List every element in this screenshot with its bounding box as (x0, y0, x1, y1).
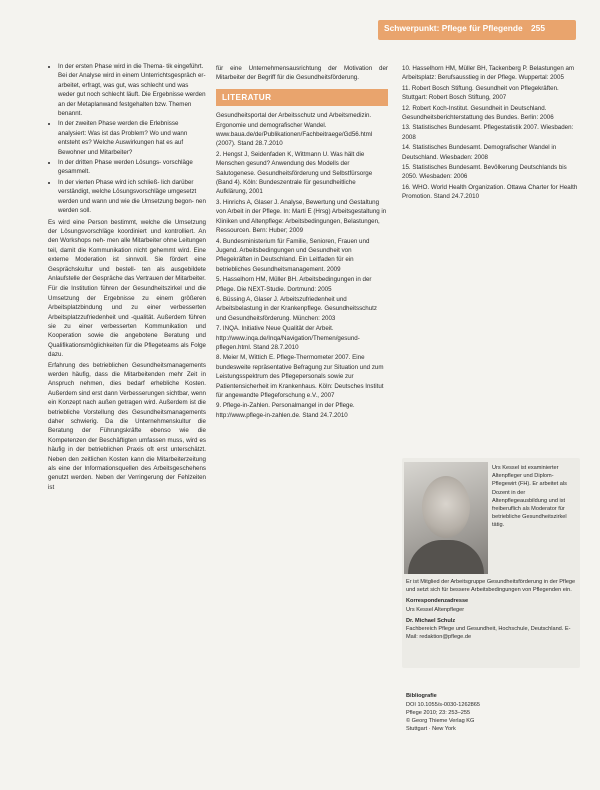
contact-name: Dr. Michael Schulz (406, 617, 456, 624)
reference-item: 12. Robert Koch-Institut. Gesundheit in Deutschland. Gesundheitsberichterstattung des Bundes. Berlin: 2006 (402, 104, 554, 122)
reference-item: 10. Hasselhorn HM, Müller BH, Tackenberg P. Belastungen am Arbeitsplatz: Berufsausstieg in der Pflege. Wuppertal: 2005 (402, 65, 575, 82)
column-1 (48, 62, 206, 493)
bibliography-line: DOI 10.1055/s-0030-1262865 (406, 702, 481, 708)
reference-item: 4. Bundesministerium für Familie, Senioren, Frauen und Jugend. Arbeitsbedingungen und Gesundheit von Pflegekräften in Deutschland. Ein Leitfaden für ein betriebliches Gesundheitsmanagement. 2009 (216, 237, 370, 273)
body-paragraph: Erfahrung des betrieblichen Gesundheitsmanagements werden häufig, dass die Mitarbeitenden mehr Zeit in Anspruch nehmen, dies bedarf erhebliche Kosten. Außerdem sind erst dann Verbesserungen sichtbar, wenn ein Konzept nach außen getragen wird. Außerdem ist die betriebliche Vorstellung des Gesundheitsmanagements daher schwierig. Da die Unternehmenskultur die Beratung der Führungskräfte ebenso wie die Kompetenzen der Beschäftigten umfassen muss, wird es häufig in der betrieblichen Praxis oft erst unterschätzt. Neben den zeitlichen Kosten kann die Mitarbeiterzeitung als eine der Informationsquellen des Arbeitsgeschehens genutzt werden. Neben der Verringerung der Fehlzeiten ist (48, 361, 206, 491)
portrait-head (422, 476, 470, 538)
reference-item: 14. Statistisches Bundesamt. Demografischer Wandel in Deutschland. Wiesbaden: 2008 (402, 144, 557, 161)
column-2 (216, 64, 388, 421)
author-photo (404, 462, 488, 574)
reference-item: 2. Hengst J, Seidenfaden K, Wittmann U. Was hält die Menschen gesund? Anwendung des Modells der Salutogenese. Gesundheitsförderung und Selbstfürsorge (Band 4). Köln: Bundeszentrale für gesundheitliche Aufklärung, 2001 (216, 150, 373, 196)
bibliography-line: Pflege 2010; 23: 253–255 (406, 710, 471, 716)
body-paragraph: Für die Institution führen der Gesundheitszirkel und die Umsetzung der Ergebnisse zu einem größeren Arbeitsplatzbindung und zu einer verbesserten Arbeitsplatzzufriedenheit und -qualität. Außerdem führen sie zu einer verbesserten Kommunikation und Kooperation sowie die angebotene Beratung und Qualifikationsmöglichkeiten für die Pflegeteams als Folge dazu. (48, 285, 206, 359)
reference-item: 11. Robert Bosch Stiftung. Gesundheit von Pflegekräften. Stuttgart: Robert Bosch Stiftung, 2007 (402, 84, 559, 102)
list-item: • In der zweiten Phase werden die Erlebnisse analysiert: Was ist das Problem? Wo und wann entsteht es? Welche Auswirkungen hat es auf Bewohner und Mitarbeiter? (58, 119, 206, 157)
column-3 (402, 64, 580, 203)
header-title: Schwerpunkt: Pflege für Pflegende (384, 23, 523, 33)
reference-item: 5. Hasselhorn HM, Müller BH. Arbeitsbedingungen in der Pflege. Die NEXT-Studie. Dortmund: 2005 (216, 276, 372, 293)
reference-item: 9. Pflege-in-Zahlen. Personalmangel in der Pflege. http://www.pflege-in-zahlen.de. Stand 24.7.2010 (216, 402, 355, 419)
reference-item: 8. Meier M, Wittich E. Pflege-Thermometer 2007. Eine bundesweite repräsentative Befragung zur Situation und zum Leistungsspektrum des Pflegepersonals sowie zur Patientensicherheit im Krankenhaus. Köln: Deutsches Institut für angewandte Pflegeforschung e.V., 2007 (216, 354, 384, 399)
list-item: • In der dritten Phase werden Lösungs- vorschläge gesammelt. (58, 158, 206, 177)
reference-item: 16. WHO. World Health Organization. Ottawa Charter for Health Promotion. Stand 24.7.2010 (402, 183, 578, 201)
contact-details: Fachbereich Pflege und Gesundheit, Hochschule, Deutschland. E-Mail: redaktion@pflege.de (406, 626, 571, 641)
bibliography-title: Bibliografie (406, 693, 437, 699)
author-details (406, 578, 578, 641)
bibliography-line: © Georg Thieme Verlag KG (406, 718, 475, 724)
contact-label: Korrespondenzadresse (406, 598, 469, 605)
reference-item: Gesundheitsportal der Arbeitsschutz und Arbeitsmedizin. Ergonomie und demografischer Wandel. www.baua.de/de/Publikationen/Fachbeitraege/Gd56.html (2007). Stand 28.7.2010 (216, 112, 373, 148)
reference-item: 6. Büssing A, Glaser J. Arbeitszufriedenheit und Arbeitsbelastung in der Krankenpflege. Gesundheitsschutz und Gesundheitsförderung. München: 2003 (216, 295, 377, 322)
bibliography-line: Stuttgart · New York (406, 726, 456, 732)
reference-item: 15. Statistisches Bundesamt. Bevölkerung Deutschlands bis 2050. Wiesbaden: 2006 (402, 164, 567, 181)
reference-item: 7. INQA. Initiative Neue Qualität der Arbeit. http://www.inqa.de/Inqa/Navigation/Themen/gesund-pflegen.html. Stand 28.7.2010 (216, 325, 360, 351)
contact-intro: Urs Kessel Altenpfleger (406, 606, 465, 613)
list-item: • In der vierten Phase wird ich schließ- lich darüber verständigt, welche Lösungsvorschläge umgesetzt werden und wann und wie die Umsetzung begon- nen werden soll. (58, 178, 206, 216)
phase-list (48, 62, 206, 216)
body-paragraph: für eine Unternehmensausrichtung der Motivation der Mitarbeiter der Begriff für die Gesundheitsförderung. (216, 65, 388, 82)
reference-item: 3. Hinrichs A, Glaser J. Analyse, Bewertung und Gestaltung von Arbeit in der Pflege. In: Marti E (Hrsg) Arbeitsgestaltung in Kliniken und Altenpflege: Arbeitsbedingungen, Belastungen, Ressourcen. Bern: Huber; 2009 (216, 198, 387, 235)
literature-heading: LITERATUR (216, 89, 388, 106)
portrait-shoulders (408, 540, 484, 574)
body-paragraph: Es wird eine Person bestimmt, welche die Umsetzung der Lösungsvorschläge koordiniert und kontrolliert. An den Workshops neh- men alle Mitarbeiter ohne Leitungen teil, damit die Kommunikation nicht gehemmt wird. Eine externe Moderation ist sinnvoll. Sie fördert eine Gesprächskultur und bestell- ten als ausgebildete Anlaufstelle der Gespräche das Vertrauen der Mitarbeiter. (48, 218, 206, 282)
page-number: 255 (531, 23, 545, 33)
author-bio: Urs Kessel ist examinierter Altenpfleger und Diplom-Pflegewirt (FH). Er arbeitet als Dozent in der Altenpflegeausbildung und ist freiberuflich als Moderator für betriebliche Gesundheitszirkel tätig. (492, 465, 567, 529)
author-bio-continued: Er ist Mitglied der Arbeitsgruppe Gesundheitsförderung in der Pflege und setzt sich für bessere Arbeitsbedingungen von Pflegenden ein. (406, 579, 576, 594)
list-item: • In der ersten Phase wird in die Thema- tik eingeführt. Bei der Analyse wird in einem Unterrichtsgespräch er- arbeitet, erfragt, was gut, was schlecht und was weder gut noch schlecht läuft. Die Ergebnisse werden an der Metaplanwand festgehalten bzw. Themen benannt. (58, 62, 206, 118)
reference-item: 13. Statistisches Bundesamt. Pflegestatistik 2007. Wiesbaden: 2008 (402, 124, 574, 141)
running-header (384, 23, 572, 33)
bibliography-box (406, 692, 578, 733)
